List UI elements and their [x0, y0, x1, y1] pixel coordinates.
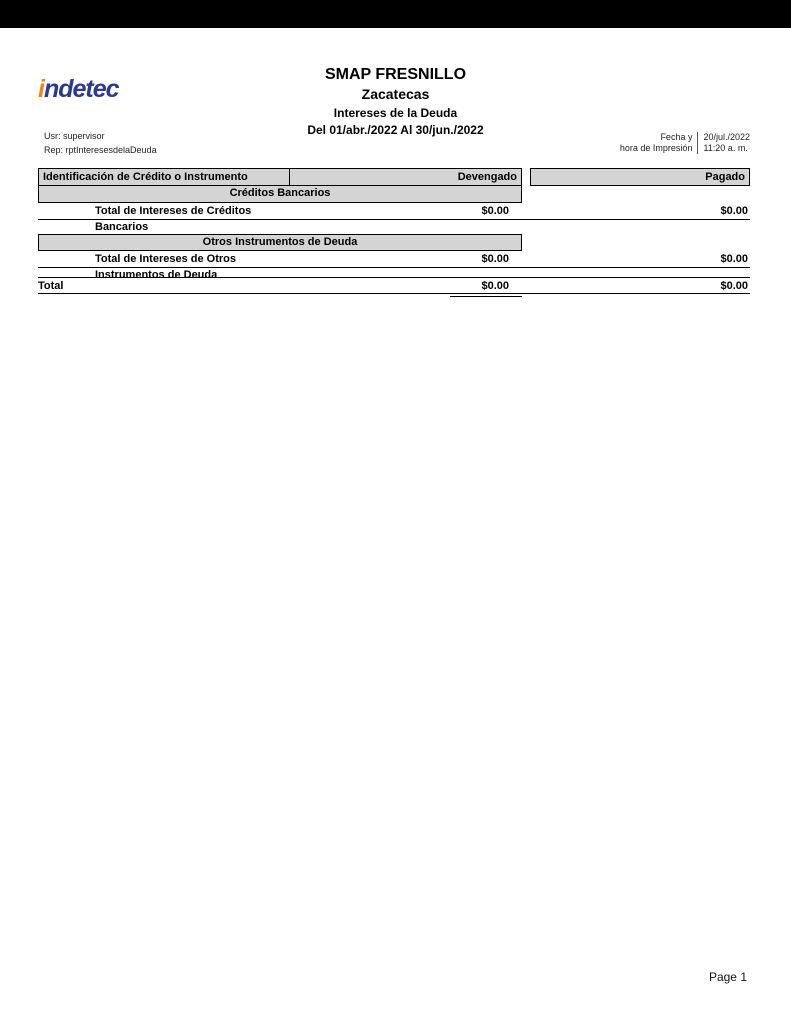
- org-title: SMAP FRESNILLO: [324, 66, 467, 83]
- user-info: [44, 129, 157, 157]
- report-table: [38, 168, 750, 297]
- report-name: Intereses de la Deuda: [333, 106, 458, 120]
- row-label: Total de Intereses de Créditos Bancarios: [95, 205, 252, 233]
- report-period: Del 01/abr./2022 Al 30/jun./2022: [307, 123, 484, 137]
- total-label: Total: [38, 280, 64, 292]
- print-label-hora: hora de Impresión: [619, 143, 693, 153]
- row-devengado-value: $0.00: [481, 205, 509, 217]
- row-pagado-value: $0.00: [720, 205, 748, 217]
- print-date: 20/jul./2022: [703, 132, 750, 142]
- section-header-creditos-bancarios: Créditos Bancarios: [38, 186, 522, 203]
- report-header: [0, 28, 791, 168]
- top-black-bar: [0, 0, 791, 28]
- col-header-identificacion: Identificación de Crédito o Instrumento: [38, 168, 290, 186]
- table-row: [38, 203, 750, 233]
- print-info-labels: [620, 132, 698, 154]
- row-label: Total de Intereses de Otros Instrumentos de Deuda: [95, 253, 237, 281]
- title-block: [0, 66, 791, 137]
- org-subtitle: Zacatecas: [361, 86, 430, 102]
- table-header-row: [38, 168, 750, 186]
- total-devengado-value: $0.00: [481, 280, 509, 292]
- total-row: [38, 277, 750, 294]
- report-page: [0, 28, 791, 1024]
- user-line: Usr: supervisor: [44, 131, 105, 141]
- print-label-fecha: Fecha y: [660, 132, 693, 142]
- page-number: Page 1: [708, 970, 747, 984]
- row-pagado-value: $0.00: [720, 253, 748, 265]
- print-info: [620, 132, 750, 154]
- print-info-values: [697, 132, 750, 154]
- print-time: 11:20 a. m.: [703, 143, 748, 153]
- total-devengado-underline: [450, 296, 522, 297]
- row-devengado-value: $0.00: [481, 253, 509, 265]
- col-header-pagado: Pagado: [530, 168, 750, 186]
- total-pagado-value: $0.00: [720, 280, 748, 292]
- indetec-logo-i: i: [38, 75, 44, 103]
- report-id-line: Rep: rptInteresesdelaDeuda: [44, 145, 157, 155]
- section-header-otros-instrumentos: Otros Instrumentos de Deuda: [38, 234, 522, 251]
- indetec-logo-text: ndetec: [43, 75, 119, 103]
- col-header-devengado: Devengado: [290, 168, 522, 186]
- table-row: [38, 251, 750, 281]
